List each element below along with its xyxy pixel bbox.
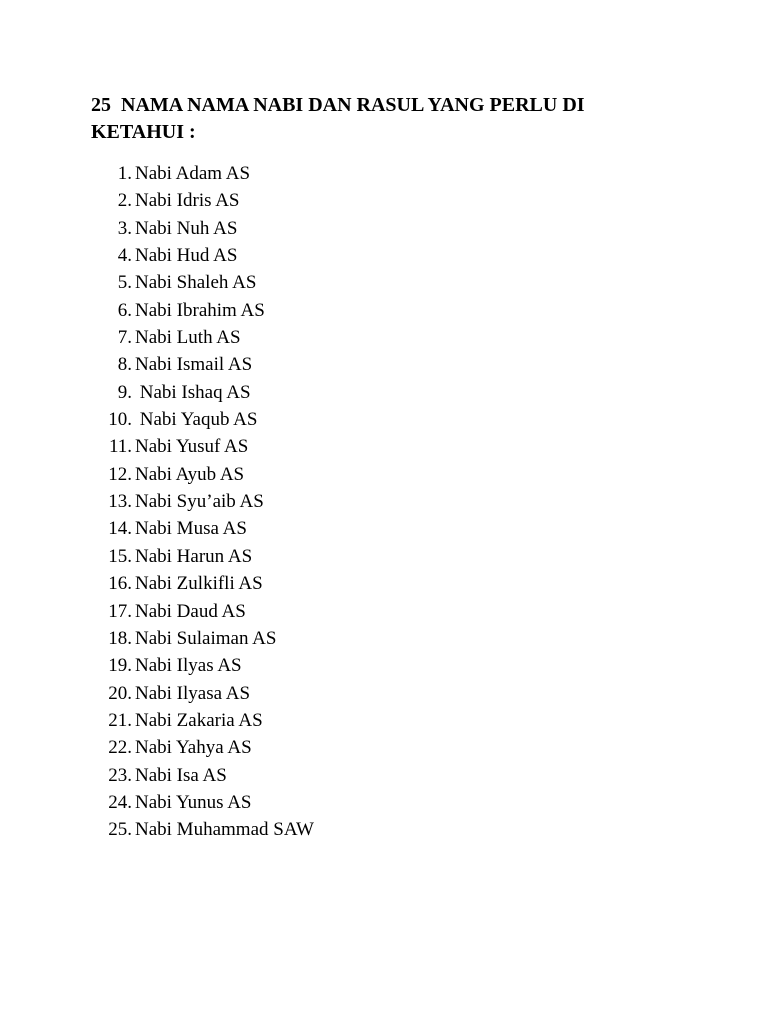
list-item-name: Nabi Ilyasa AS bbox=[135, 682, 251, 704]
list-item-name: Nabi Ibrahim AS bbox=[135, 299, 265, 321]
list-item bbox=[0, 543, 600, 570]
list-item bbox=[0, 461, 600, 488]
list-item-name: Nabi Yusuf AS bbox=[135, 436, 249, 458]
list-item-name: Nabi Yaqub AS bbox=[135, 409, 258, 431]
list-item bbox=[0, 789, 600, 816]
list-item-name: Nabi Idris AS bbox=[135, 190, 240, 212]
list-item bbox=[0, 215, 600, 242]
list-item bbox=[0, 570, 600, 597]
list-item-name: Nabi Luth AS bbox=[135, 327, 241, 349]
list-item bbox=[0, 351, 600, 378]
list-item bbox=[0, 816, 600, 843]
list-item-number: 12. bbox=[108, 463, 132, 485]
list-item-name: Nabi Yunus AS bbox=[135, 791, 252, 813]
list-item-number: 1. bbox=[117, 163, 132, 184]
list-item-number: 18. bbox=[108, 627, 132, 649]
list-item-name: Nabi Zulkifli AS bbox=[135, 573, 263, 595]
list-item-number: 24. bbox=[108, 791, 132, 813]
list-item bbox=[0, 598, 600, 625]
list-item-number: 14. bbox=[108, 518, 132, 540]
list-item bbox=[0, 515, 600, 542]
list-item bbox=[0, 187, 600, 214]
list-item-number: 9. bbox=[117, 381, 132, 403]
list-item-name: Nabi Zakaria AS bbox=[135, 709, 263, 731]
list-item-name: Nabi Ayub AS bbox=[135, 463, 245, 485]
list-item bbox=[0, 488, 600, 515]
list-item bbox=[0, 762, 600, 789]
list-item bbox=[0, 160, 600, 187]
list-item bbox=[0, 680, 600, 707]
list-item bbox=[0, 652, 600, 679]
list-item-name: Nabi Nuh AS bbox=[135, 217, 238, 239]
list-item-name: Nabi Ismail AS bbox=[135, 354, 253, 376]
list-item-name: Nabi Musa AS bbox=[135, 518, 247, 540]
list-item-number: 8. bbox=[117, 354, 132, 376]
list-item-number: 11. bbox=[108, 436, 132, 458]
list-item-name: Nabi Muhammad SAW bbox=[135, 819, 314, 841]
list-item bbox=[0, 433, 600, 460]
list-item-name: Nabi Ishaq AS bbox=[135, 381, 251, 403]
list-item-number: 16. bbox=[108, 573, 132, 595]
list-item-number: 4. bbox=[117, 245, 132, 267]
list-item bbox=[0, 269, 600, 296]
list-item-number: 10. bbox=[108, 409, 132, 431]
list-item-number: 19. bbox=[108, 655, 132, 677]
list-item-name: Nabi Daud AS bbox=[135, 600, 246, 622]
list-item-number: 20. bbox=[108, 682, 132, 704]
list-item-name: Nabi Yahya AS bbox=[135, 737, 252, 759]
list-item bbox=[0, 379, 600, 406]
list-item-name: Nabi Ilyas AS bbox=[135, 655, 242, 677]
list-item-number: 21. bbox=[108, 709, 132, 731]
list-item-number: 23. bbox=[108, 764, 132, 786]
list-item-number: 22. bbox=[108, 737, 132, 759]
list-item bbox=[0, 324, 600, 351]
list-item-number: 13. bbox=[108, 491, 132, 513]
list-item-name: Nabi Sulaiman AS bbox=[135, 627, 277, 649]
list-item-number: 3. bbox=[117, 217, 132, 239]
list-item-number: 6. bbox=[117, 299, 132, 321]
list-item-number: 25. bbox=[108, 819, 132, 841]
list-item-name: Nabi Hud AS bbox=[135, 245, 238, 267]
list-item bbox=[0, 297, 600, 324]
list-item bbox=[0, 707, 600, 734]
list-item-name: Nabi Harun AS bbox=[135, 545, 253, 567]
list-item bbox=[0, 734, 600, 761]
list-item-number: 5. bbox=[117, 272, 132, 294]
list-item-name: Nabi Syu’aib AS bbox=[135, 491, 264, 513]
list-item bbox=[0, 625, 600, 652]
list-item-name: Nabi Isa AS bbox=[135, 764, 227, 786]
list-item bbox=[0, 406, 600, 433]
document-title: 25 NAMA NAMA NABI DAN RASUL YANG PERLU DI KETAHUI : bbox=[91, 94, 590, 143]
list-item-number: 7. bbox=[117, 327, 132, 349]
list-item-name: Nabi Shaleh AS bbox=[135, 272, 257, 294]
prophet-list bbox=[0, 160, 600, 844]
list-item-number: 2. bbox=[117, 190, 132, 212]
list-item-number: 17. bbox=[108, 600, 132, 622]
list-item-name: Nabi Adam AS bbox=[135, 163, 251, 184]
list-item-number: 15. bbox=[108, 545, 132, 567]
list-item bbox=[0, 242, 600, 269]
